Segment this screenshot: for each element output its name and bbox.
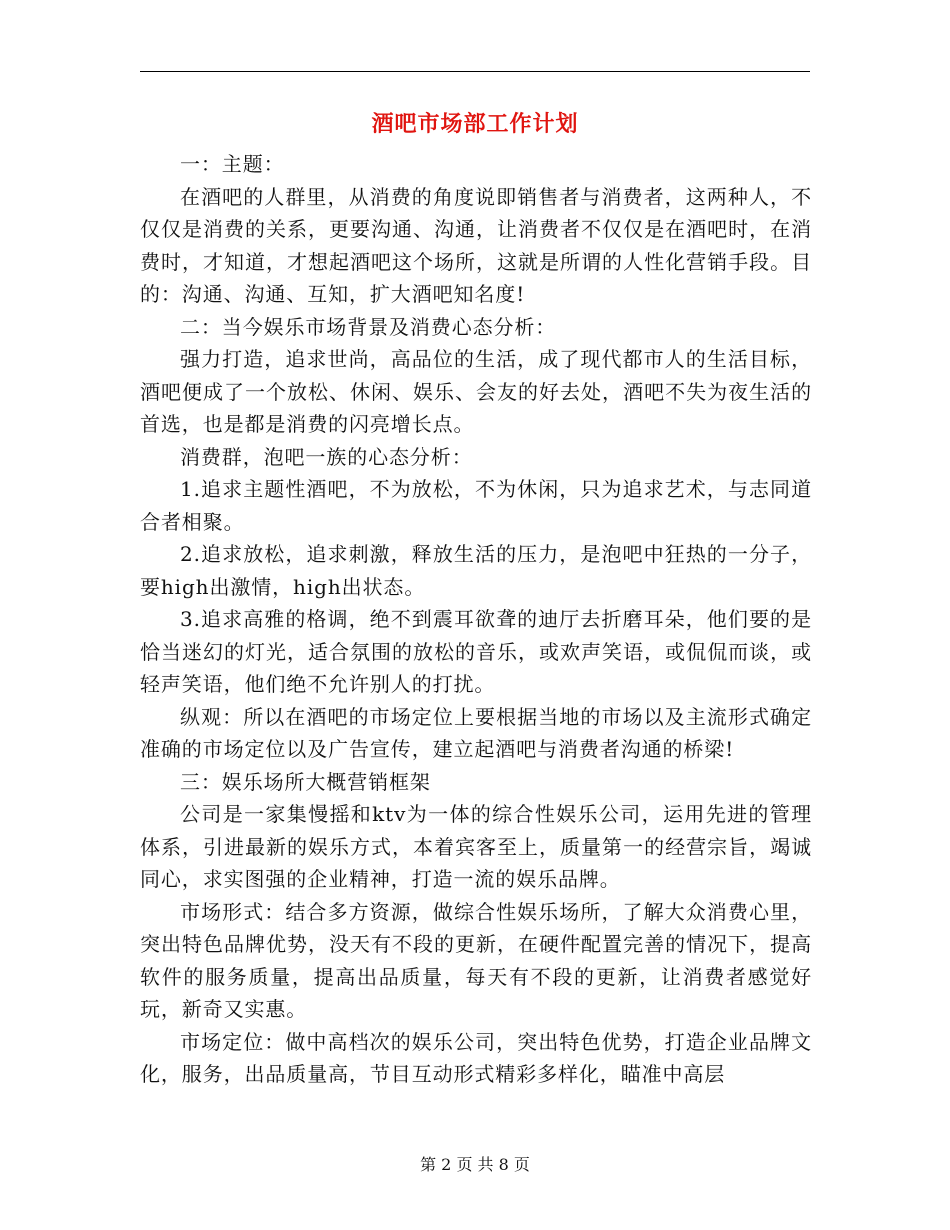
paragraph-company: 公司是一家集慢摇和ktv为一体的综合性娱乐公司，运用先进的管理体系，引进最新的娱乐方式，本着宾客至上，质量第一的经营宗旨，竭诚同心，求实图强的企业精神，打造一流的娱乐品牌。: [140, 802, 812, 891]
document-title: 酒吧市场部工作计划: [371, 111, 579, 137]
list-item-3: 3.追求高雅的格调，绝不到震耳欲聋的迪厅去折磨耳朵，他们要的是恰当迷幻的灯光，适合氛围的放松的音乐，或欢声笑语，或侃侃而谈，或轻声笑语，他们绝不允许别人的打扰。: [140, 607, 812, 696]
list-item-1: 1.追求主题性酒吧，不为放松，不为休闲，只为追求艺术，与志同道合者相聚。: [140, 477, 812, 534]
section-heading-2: 二：当今娱乐市场背景及消费心态分析：: [180, 314, 557, 339]
list-item-2: 2.追求放松，追求刺激，释放生活的压力，是泡吧中狂热的一分子，要high出激情，high出状态。: [140, 542, 812, 599]
subheading-consumer-mindset: 消费群，泡吧一族的心态分析：: [180, 444, 473, 469]
paragraph-market-positioning: 市场定位：做中高档次的娱乐公司，突出特色优势，打造企业品牌文化，服务，出品质量高，节目互动形式精彩多样化，瞄准中高层: [140, 1029, 812, 1086]
section-heading-1: 一：主题：: [180, 152, 285, 176]
paragraph-market-background: 强力打造，追求世尚，高品位的生活，成了现代都市人的生活目标，酒吧便成了一个放松、休闲、娱乐、会友的好去处，酒吧不失为夜生活的首选，也是都是消费的闪亮增长点。: [140, 347, 812, 436]
page-number-footer: 第 2 页 共 8 页: [420, 1155, 530, 1174]
document-body: [140, 148, 812, 1091]
header-rule: [140, 71, 810, 72]
paragraph-market-form: 市场形式：结合多方资源，做综合性娱乐场所，了解大众消费心里，突出特色品牌优势，没天有不段的更新，在硬件配置完善的情况下，提高软件的服务质量，提高出品质量，每天有不段的更新，让消费者感觉好玩，新奇又实惠。: [140, 899, 812, 1021]
paragraph-theme: 在酒吧的人群里，从消费的角度说即销售者与消费者，这两种人，不仅仅是消费的关系，更要沟通、沟通，让消费者不仅仅是在酒吧时，在消费时，才知道，才想起酒吧这个场所，这就是所谓的人性化营销手段。目的：沟通、沟通、互知，扩大酒吧知名度!: [140, 184, 812, 306]
section-heading-3: 三：娱乐场所大概营销框架: [180, 769, 431, 794]
paragraph-overview: 纵观：所以在酒吧的市场定位上要根据当地的市场以及主流形式确定准确的市场定位以及广告宣传，建立起酒吧与消费者沟通的桥梁!: [140, 704, 812, 761]
